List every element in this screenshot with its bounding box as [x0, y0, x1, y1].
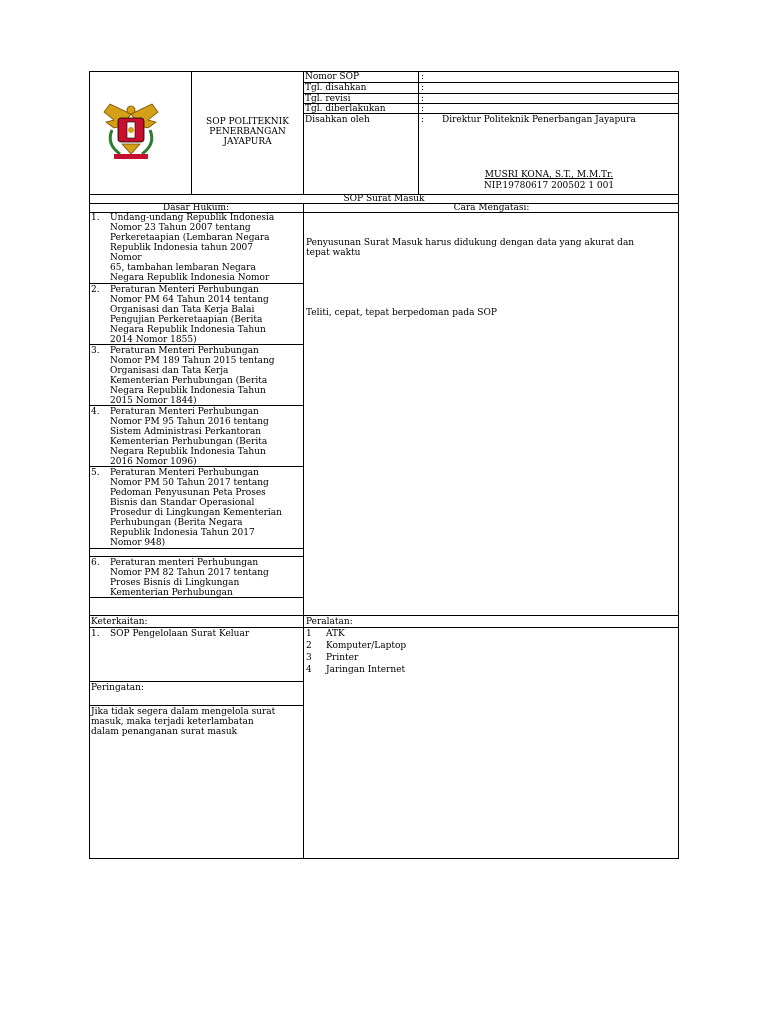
- dasar-item-line: Prosedur di Lingkungan Kementerian: [110, 508, 282, 518]
- field-label-nomor-sop: Nomor SOP: [305, 72, 360, 82]
- dasar-item-line: Kementerian Perhubungan: [110, 588, 233, 598]
- dasar-item-line: Nomor: [110, 253, 142, 263]
- dasar-item-line: 2014 Nomor 1855): [110, 335, 197, 345]
- cara-mengatasi-heading: Cara Mengatasi:: [453, 203, 530, 213]
- dasar-item-line: Republik Indonesia tahun 2007: [110, 243, 254, 253]
- garuda-emblem-logo: [100, 100, 162, 162]
- approved-label: Disahkan oleh: [305, 115, 370, 125]
- cara-mengatasi-2: [306, 308, 678, 318]
- dasar-item-line: Bisnis dan Standar Operasional: [110, 498, 255, 508]
- cara-line: tepat waktu: [306, 248, 361, 258]
- dasar-item-line: Republik Indonesia Tahun 2017: [110, 528, 255, 538]
- dasar-item-line: Nomor PM 95 Tahun 2016 tentang: [110, 417, 269, 427]
- dasar-item-line: Organisasi dan Tata Kerja: [110, 366, 229, 376]
- keterkaitan-heading: Keterkaitan:: [91, 617, 148, 627]
- dasar-item-number: 3.: [91, 346, 100, 356]
- peralatan-item-text: Komputer/Laptop: [326, 641, 407, 651]
- dasar-item-line: Nomor PM 50 Tahun 2017 tentang: [110, 478, 269, 488]
- dasar-item-line: Negara Republik Indonesia Nomor: [110, 273, 270, 283]
- dasar-item-line: Proses Bisnis di Lingkungan: [110, 578, 240, 588]
- field-sep-tgl-revisi: :: [421, 94, 425, 104]
- dasar-item-line: Perkeretaapian (Lembaran Negara: [110, 233, 270, 243]
- dasar-item-text: [110, 213, 302, 283]
- dasar-item-line: Kementerian Perhubungan (Berita: [110, 437, 268, 447]
- header-title: [192, 117, 303, 147]
- dasar-item-line: Peraturan Menteri Perhubungan: [110, 468, 259, 478]
- dasar-item-line: Perhubungan (Berita Negara: [110, 518, 243, 528]
- field-sep-tgl-disahkan: :: [421, 83, 425, 93]
- dasar-item-text: [110, 407, 302, 467]
- header-title-line-1: SOP POLITEKNIK: [206, 117, 289, 127]
- keterkaitan-top-line: [89, 615, 679, 616]
- peralatan-item-number: 4: [306, 665, 312, 675]
- keterkaitan-item-number: 1.: [91, 629, 100, 639]
- dasar-item-line: Peraturan Menteri Perhubungan: [110, 346, 259, 356]
- dasar-item-line: Pengujian Perkeretaapian (Berita: [110, 315, 263, 325]
- dasar-item-line: Negara Republik Indonesia Tahun: [110, 447, 266, 457]
- dasar-item-number: 1.: [91, 213, 100, 223]
- dasar-item-line: Sistem Administrasi Perkantoran: [110, 427, 262, 437]
- dasar-item-line: Negara Republik Indonesia Tahun: [110, 325, 266, 335]
- dasar-item-line: Kementerian Perhubungan (Berita: [110, 376, 268, 386]
- sop-title: SOP Surat Masuk: [343, 194, 425, 204]
- field-sep-nomor-sop: :: [421, 72, 425, 82]
- dasar-item-line: Undang-undang Republik Indonesia: [110, 213, 275, 223]
- dasar-item-text: [110, 285, 302, 345]
- cara-line: Teliti, cepat, tepat berpedoman pada SOP: [306, 308, 497, 318]
- peringatan-heading: Peringatan:: [91, 683, 144, 693]
- keterkaitan-heading-line: [89, 627, 679, 628]
- peralatan-item-number: 2: [306, 641, 312, 651]
- dasar-hukum-heading: Dasar Hukum:: [162, 203, 230, 213]
- header-row-line-2: [303, 93, 679, 94]
- dasar-item-line: 65, tambahan lembaran Negara: [110, 263, 256, 273]
- dasar-item-line: Nomor PM 82 Tahun 2017 tentang: [110, 568, 269, 578]
- dasar-item-line: Negara Republik Indonesia Tahun: [110, 386, 266, 396]
- dasar-item-number: 4.: [91, 407, 100, 417]
- dasar-item-text: [110, 558, 302, 598]
- dasar-item-line: Nomor PM 189 Tahun 2015 tentang: [110, 356, 275, 366]
- peralatan-heading: Peralatan:: [306, 617, 353, 627]
- peringatan-text: [91, 707, 302, 737]
- peringatan-line: masuk, maka terjadi keterlambatan: [91, 717, 254, 727]
- dasar-item-line: Peraturan Menteri Perhubungan: [110, 285, 259, 295]
- approved-sep: :: [421, 115, 425, 125]
- peringatan-top-line: [89, 681, 304, 682]
- cara-mengatasi-1: [306, 238, 678, 258]
- dasar-item-text: [110, 346, 302, 406]
- dasar-item-number: 5.: [91, 468, 100, 478]
- header-title-line-3: JAYAPURA: [223, 137, 272, 147]
- dasar-item-line: 2016 Nomor 1096): [110, 457, 197, 467]
- dasar-item-number: 2.: [91, 285, 100, 295]
- peralatan-item-text: ATK: [326, 629, 345, 639]
- peralatan-item-text: Printer: [326, 653, 359, 663]
- peralatan-item-number: 1: [306, 629, 312, 639]
- dasar-item-line: 2015 Nomor 1844): [110, 396, 197, 406]
- dasar-item-line: Nomor 23 Tahun 2007 tentang: [110, 223, 251, 233]
- approver-nip: NIP.19780617 200502 1 001: [483, 181, 615, 191]
- dasar-item-line: Organisasi dan Tata Kerja Balai: [110, 305, 255, 315]
- dasar-item-line: Nomor 948): [110, 538, 166, 548]
- peralatan-item-text: Jaringan Internet: [326, 665, 406, 675]
- peringatan-heading-line: [89, 705, 304, 706]
- cara-line: Penyusunan Surat Masuk harus didukung dengan data yang akurat dan: [306, 238, 635, 248]
- dasar-item-line: Nomor PM 64 Tahun 2014 tentang: [110, 295, 269, 305]
- dasar-item-line: Peraturan menteri Perhubungan: [110, 558, 259, 568]
- dasar-item-line: Peraturan Menteri Perhubungan: [110, 407, 259, 417]
- header-title-line-2: PENERBANGAN: [209, 127, 286, 137]
- dasar-item-number: 6.: [91, 558, 100, 568]
- field-label-tgl-diberlakukan: Tgl. diberlakukan: [305, 104, 386, 114]
- field-sep-tgl-diberlakukan: :: [421, 104, 425, 114]
- dasar-item-text: [110, 468, 302, 548]
- dasar-item-line: Pedoman Penyusunan Peta Proses: [110, 488, 266, 498]
- approver-name: MUSRI KONA, S.T., M.M.Tr.: [484, 170, 614, 180]
- field-label-tgl-disahkan: Tgl. disahkan: [305, 83, 367, 93]
- field-label-tgl-revisi: Tgl. revisi: [305, 94, 351, 104]
- peringatan-line: dalam penanganan surat masuk: [91, 727, 238, 737]
- peralatan-item-number: 3: [306, 653, 312, 663]
- peringatan-line: Jika tidak segera dalam mengelola surat: [91, 707, 276, 717]
- header-divider-2: [303, 71, 304, 194]
- approver-title: Direktur Politeknik Penerbangan Jayapura: [442, 115, 636, 125]
- keterkaitan-item-text: SOP Pengelolaan Surat Keluar: [110, 629, 250, 639]
